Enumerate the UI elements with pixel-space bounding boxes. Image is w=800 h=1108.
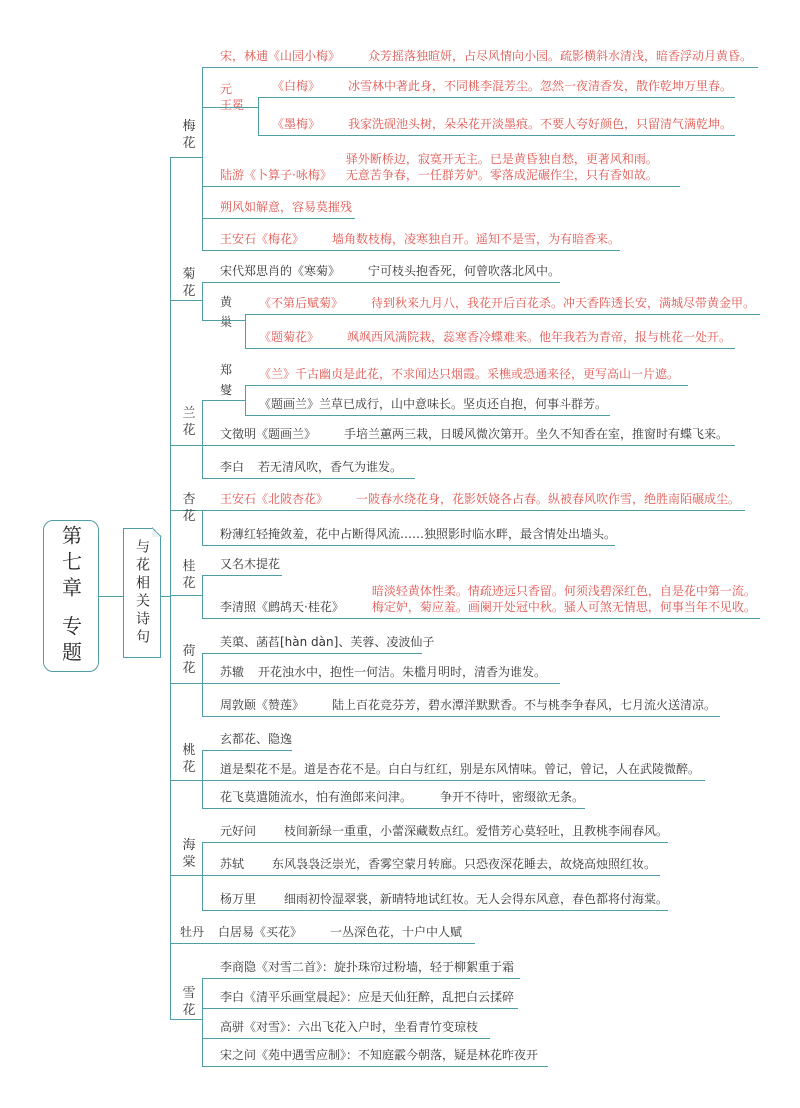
poem-text: 又名木提花	[220, 557, 281, 571]
poem-item	[202, 225, 620, 251]
poem-author: 李白	[220, 460, 245, 474]
poem-author: 苏轼	[220, 857, 245, 871]
poem-text: 开花浊水中，抱性一何洁。朱槛月明时，清香为谁发。	[258, 665, 547, 679]
category-mudan[interactable]: 牡丹	[180, 925, 205, 939]
poem-item	[245, 289, 760, 315]
category-xinghua[interactable]: 杏花	[182, 492, 196, 524]
connector	[170, 595, 202, 596]
root-title: 第七章 专题	[58, 524, 83, 668]
poem-item	[245, 390, 610, 416]
poem-text: 枝间新绿一重重，小蕾深藏数点红。爱惜芳心莫轻吐，且教桃李闹春风。	[283, 824, 668, 838]
poem-text: 众芳摇落独暄妍，占尽风情向小园。疏影横斜水清浅，暗香浮动月黄昏。	[368, 49, 753, 63]
poem-author: 陆游《卜算子·咏梅》	[220, 168, 332, 182]
poem-text: 我家洗砚池头树，朵朵花开淡墨痕。不要人夸好颜色，只留清气满乾坤。	[348, 117, 733, 131]
poem-author: 苏辙	[220, 665, 245, 679]
connector	[170, 1019, 202, 1020]
category-lanhua[interactable]: 兰花	[182, 406, 196, 438]
poem-item	[202, 420, 735, 446]
poem-item	[202, 1013, 490, 1039]
connector	[161, 596, 170, 597]
poem-author: 元	[220, 82, 233, 96]
poem-text: 无意苦争春，一任群芳妒。零落成泥碾作尘，只有香如故。	[345, 168, 658, 182]
poem-text: 高骈《对雪》：六出飞花入户时，坐看青竹变琼枝	[220, 1020, 479, 1034]
poem-text: 墙角数枝梅，凌寒独自开。遥知不是雪，为有暗香来。	[331, 232, 620, 246]
category-hehua[interactable]: 荷花	[182, 644, 196, 676]
poem-item	[202, 1041, 548, 1067]
poem-item	[245, 360, 688, 386]
poem-author: 巢	[220, 315, 233, 329]
poem-item	[202, 194, 355, 219]
poem-item	[202, 983, 518, 1009]
poem-author: 文徵明《题画兰》	[220, 427, 317, 441]
poem-text: 待到秋来九月八，我花开后百花杀。冲天香阵透长安，满城尽带黄金甲。	[371, 296, 756, 310]
poem-author: 王冕	[220, 98, 245, 112]
poem-author: 王安石《梅花》	[220, 232, 305, 246]
poem-text: 冰雪林中著此身，不同桃李混芳尘。忽然一夜清香发，散作乾坤万里春。	[348, 79, 733, 93]
poem-item	[202, 755, 705, 781]
poem-author: 李清照《鹧鸪天·桂花》	[220, 600, 344, 614]
poem-text: 宋之问《苑中遇雪应制》：不知庭霰今朝落，疑是林花昨夜开	[220, 1048, 539, 1062]
category-taohua[interactable]: 桃花	[182, 743, 196, 775]
poem-text: 手培兰蕙两三栽，日暖风微次第开。坐久不知香在室，推窗时有蝶飞来。	[344, 427, 729, 441]
poem-text: 道是梨花不是。道是杏花不是。白白与红红，别是东风情味。曾记，曾记，人在武陵微醉。	[220, 762, 701, 776]
poem-text: 飒飒西风满院栽，蕊寒香冷蝶难来。他年我若为青帝，报与桃花一处开。	[347, 330, 732, 344]
poem-title: 《题画兰》	[259, 397, 320, 411]
section-node[interactable]	[123, 528, 161, 658]
poem-item	[202, 849, 660, 876]
poem-item	[202, 658, 560, 684]
trunk-line	[170, 157, 171, 1019]
connector	[202, 400, 245, 401]
category-haitang[interactable]: 海棠	[182, 838, 196, 870]
poem-item	[202, 519, 615, 546]
poem-item	[202, 628, 435, 654]
poem-title: 《兰》	[259, 367, 296, 381]
poem-text: 千古幽贞是此花，不求闻达只烟霞。采樵或恐通来径，更写高山一片遮。	[295, 367, 680, 381]
poem-text: 李商隐《对雪二首》：旋扑珠帘过粉墙，轻于柳絮重于霜	[220, 960, 515, 974]
connector	[202, 320, 245, 321]
connector	[170, 683, 202, 684]
poem-text: 一陂春水绕花身，花影妖娆各占春。纵被春风吹作雪，绝胜南陌碾成尘。	[356, 492, 741, 506]
poem-item	[202, 452, 415, 479]
category-meihua[interactable]: 梅花	[182, 119, 196, 151]
poem-text: 玄都花、隐逸	[220, 732, 293, 746]
poem-author: 郑	[220, 363, 233, 377]
connector	[170, 780, 202, 781]
poem-author: 元好问	[220, 824, 257, 838]
connector	[99, 596, 123, 597]
poem-text: 兰草已成行，山中意味长。坚贞还自抱，何事斗群芳。	[319, 397, 608, 411]
poem-item	[258, 110, 735, 136]
poem-text: 陆上百花竞芬芳，碧水潭洋默默香。不与桃李争春风，七月流火送清凉。	[332, 698, 717, 712]
category-guihua[interactable]: 桂花	[182, 559, 196, 591]
poem-text: 宁可枝头抱香死，何曾吹落北风中。	[367, 264, 560, 278]
poem-item	[202, 725, 292, 751]
poem-text: 一丛深色花，十户中人赋	[330, 925, 463, 939]
poem-text: 粉薄红轻掩敛羞，花中占断得风流……独照影时临水畔，最含情处出墙头。	[220, 527, 617, 541]
category-xuehua[interactable]: 雪花	[182, 986, 196, 1018]
poem-author: 王安石《北陂杏花》	[220, 492, 329, 506]
poem-text: 若无清风吹，香气为谁发。	[258, 460, 403, 474]
poem-text: 暗淡轻黄体性柔。情疏迹远只香留。何须浅碧深红色，自是花中第一流。	[371, 584, 756, 598]
poem-item	[170, 918, 475, 944]
poem-item	[202, 42, 758, 68]
poem-text: 朔风如解意，容易莫摧残	[220, 200, 353, 214]
poem-item	[202, 578, 760, 619]
poem-item	[202, 883, 668, 911]
connector	[170, 875, 202, 876]
poem-author: 白居易《买花》	[218, 925, 303, 939]
poem-author: 黄	[220, 295, 233, 309]
poem-text: 争开不待叶，密缀欲无条。	[440, 790, 585, 804]
poem-text: 梅定妒，菊应羞。画阑开处冠中秋。骚人可煞无情思，何事当年不见收。	[371, 600, 756, 614]
poem-item	[202, 817, 668, 843]
poem-title: 《白梅》	[272, 79, 321, 93]
poem-item	[258, 74, 735, 98]
poem-text: 花飞莫遣随流水，怕有渔郎来问津。	[220, 790, 413, 804]
poem-author: 杨万里	[220, 892, 257, 906]
section-title: 与花相关诗句	[134, 539, 150, 647]
poem-item	[202, 258, 560, 283]
poem-item	[202, 485, 745, 511]
poem-text: 芙蕖、菡萏[hàn dàn]、芙蓉、凌波仙子	[220, 635, 435, 649]
poem-author: 燮	[220, 383, 233, 397]
poem-item	[202, 690, 720, 717]
connector	[170, 300, 202, 301]
poem-author: 宋，林逋《山园小梅》	[220, 49, 341, 63]
poem-item	[202, 146, 680, 187]
bracket-line	[202, 282, 203, 320]
connector	[202, 107, 258, 108]
poem-title: 《题菊花》	[259, 330, 320, 344]
poem-title: 《墨梅》	[272, 117, 321, 131]
poem-text: 东风袅袅泛崇光，香雾空蒙月转廊。只恐夜深花睡去，故烧高烛照红妆。	[272, 857, 657, 871]
poem-item	[202, 953, 520, 979]
poem-author: 宋代郑思肖的《寒菊》	[220, 264, 341, 278]
category-juhua[interactable]: 菊花	[182, 267, 196, 299]
connector	[170, 445, 202, 446]
poem-author: 周敦颐《赞莲》	[220, 698, 305, 712]
poem-text: 李白《清平乐画堂晨起》：应是天仙狂醉，乱把白云揉碎	[220, 990, 515, 1004]
poem-text: 驿外断桥边，寂寞开无主。已是黄昏独自愁，更著风和雨。	[345, 152, 658, 166]
poem-item	[202, 783, 585, 809]
poem-item	[202, 550, 282, 576]
root-node[interactable]	[43, 520, 99, 672]
connector	[170, 157, 202, 158]
poem-text: 细雨初怜湿翠裳，新晴特地试红妆。无人会得东风意，春色都将付海棠。	[283, 892, 668, 906]
poem-title: 《不第后赋菊》	[259, 296, 344, 310]
poem-item	[245, 323, 735, 349]
